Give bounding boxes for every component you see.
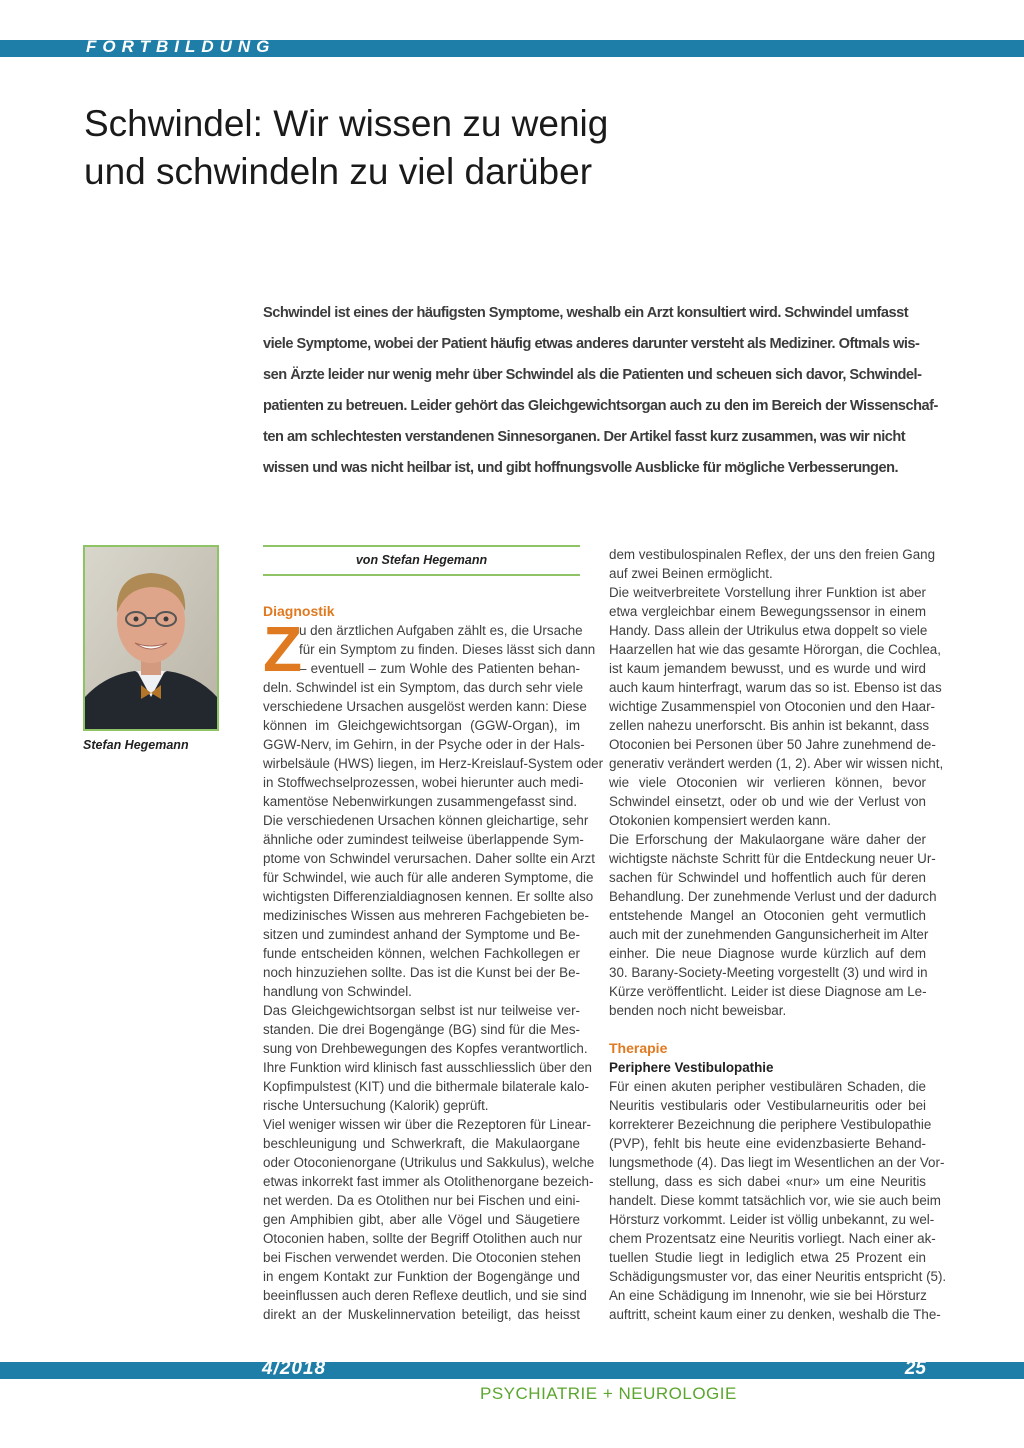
body-line: Schädigungsmuster vor, das einer Neuritis entspricht (5). (609, 1269, 947, 1284)
title-line-1: Schwindel: Wir wissen zu wenig (84, 103, 609, 144)
section-heading-therapie: Therapie (609, 1040, 668, 1056)
body-line: Für einen akuten peripher vestibulären Schaden, die (609, 1079, 926, 1094)
body-line: auftritt, scheint kaum einer zu denken, weshalb die The- (609, 1307, 941, 1322)
body-line: Otoconien bei Personen über 50 Jahre zunehmend de- (609, 737, 936, 752)
body-line: Die weitverbreitete Vorstellung ihrer Funktion ist aber (609, 585, 926, 600)
body-line: Handy. Dass allein der Utrikulus etwa doppelt so viele (609, 623, 928, 638)
page-number: 25 (904, 1358, 926, 1379)
body-line: sung von Drehbewegungen des Kopfes verantwortlich. (263, 1041, 588, 1056)
body-line: generativ verändert werden (1, 2). Aber wir wissen nicht, (609, 756, 944, 771)
body-line: Otokonien kompensiert werden kann. (609, 813, 831, 828)
body-line: können im Gleichgewichtsorgan (GGW-Organ), im (263, 718, 580, 733)
body-line: Viel weniger wissen wir über die Rezeptoren für Linear- (263, 1117, 591, 1132)
body-line: ist kaum jemandem bewusst, und es wurde und wird (609, 661, 926, 676)
author-portrait-image (85, 547, 217, 729)
byline-box (263, 545, 580, 576)
body-line: – eventuell – zum Wohle des Patienten behan- (299, 661, 580, 676)
body-line: medizinisches Wissen aus mehreren Fachgebieten be- (263, 908, 589, 923)
body-line: in engem Kontakt zur Funktion der Bogengänge und (263, 1269, 580, 1284)
body-line: Kopfimpulstest (KIT) und die bithermale bilaterale kalo- (263, 1079, 589, 1094)
body-line: sitzen und zumindest anhand der Symptome und Be- (263, 927, 580, 942)
body-line: An eine Schädigung im Innenohr, wie sie bei Hörsturz (609, 1288, 927, 1303)
text-column-2 (609, 545, 947, 1324)
footer-bar (0, 1362, 1024, 1379)
body-line: Die verschiedenen Ursachen können gleichartige, sehr (263, 813, 589, 828)
subheading-periphere-vestibulopathie: Periphere Vestibulopathie (609, 1060, 774, 1075)
body-line: u den ärztlichen Aufgaben zählt es, die Ursache (299, 623, 583, 638)
article-lead (263, 298, 938, 484)
body-line: Das Gleichgewichtsorgan selbst ist nur teilweise ver- (263, 1003, 580, 1018)
body-line: stellung, dass es sich dabei «nur» um eine Neuritis (609, 1174, 926, 1189)
body-line: bei Fischen verwendet werden. Die Otoconien stehen (263, 1250, 581, 1265)
body-line: wichtigsten Differenzialdiagnosen kennen. Er sollte also (263, 889, 594, 904)
article-title (84, 100, 784, 196)
section-label: FORTBILDUNG (86, 37, 276, 56)
body-line: funde entscheiden können, welchen Fachkollegen er (263, 946, 580, 961)
section-heading-diagnostik: Diagnostik (263, 603, 335, 619)
body-line: 30. Barany-Society-Meeting vorgestellt (3) und wird in (609, 965, 928, 980)
body-line: net werden. Da es Otolithen nur bei Fischen und eini- (263, 1193, 580, 1208)
body-line: Schwindel einsetzt, oder ob und wie der Verlust von (609, 794, 926, 809)
body-line: deln. Schwindel ist ein Symptom, das durch sehr viele (263, 680, 584, 695)
lead-line: patienten zu betreuen. Leider gehört das Gleichgewichtsorgan auch zu den im Bereich der Wissenschaf- (263, 398, 938, 414)
lead-line: sen Ärzte leider nur wenig mehr über Schwindel als die Patienten und scheuen sich davor, Schwindel- (263, 367, 922, 383)
journal-name: PSYCHIATRIE + NEUROLOGIE (480, 1384, 737, 1403)
body-line: oder Otoconienorgane (Utrikulus und Sakkulus), welche (263, 1155, 595, 1170)
body-line: direkt an der Muskelinnervation beteiligt, das heisst (263, 1307, 580, 1322)
body-line: wichtigste nächste Schritt für die Entdeckung neuer Ur- (609, 851, 936, 866)
lead-line: wissen und was nicht heilbar ist, und gibt hoffnungsvolle Ausblicke für mögliche Verbesserungen. (263, 460, 899, 476)
body-line: auch mit der zunehmenden Gangunsicherheit im Alter (609, 927, 929, 942)
body-line: sachen für Schwindel und hoffentlich auch für deren (609, 870, 926, 885)
drop-cap: Z (263, 613, 303, 685)
body-line: Ihre Funktion wird klinisch fast ausschliesslich über den (263, 1060, 592, 1075)
body-line: einher. Die neue Diagnose wurde kürzlich auf dem (609, 946, 926, 961)
body-line: Hörsturz vorkommt. Leider ist völlig unbekannt, zu wel- (609, 1212, 935, 1227)
body-line: für ein Symptom zu finden. Dieses lässt sich dann (299, 642, 596, 657)
photo-caption: Stefan Hegemann (83, 738, 189, 752)
lead-line: viele Symptome, wobei der Patient häufig etwas anderes darunter versteht als Mediziner. Oftmals wis- (263, 336, 920, 352)
body-line: noch hinzuziehen sollte. Das ist die Kunst bei der Be- (263, 965, 580, 980)
body-line: entstehende Mangel an Otoconien geht vermutlich (609, 908, 926, 923)
body-line: etwas inkorrekt fast immer als Otolithenorgane bezeich- (263, 1174, 594, 1189)
body-line: ähnliche oder zumindest teilweise überlappende Sym- (263, 832, 584, 847)
body-line: Die Erforschung der Makulaorgane wäre daher der (609, 832, 926, 847)
body-line: handelt. Diese kommt tatsächlich vor, wie sie auch beim (609, 1193, 941, 1208)
issue-number: 4/2018 (262, 1358, 327, 1379)
body-line: wirbelsäule (HWS) liegen, im Herz-Kreislauf-System oder (263, 756, 604, 771)
body-line: lungsmethode (4). Das liegt im Wesentlichen an der Vor- (609, 1155, 945, 1170)
body-line: chem Prozentsatz eine Neuritis vorliegt. Nach einer ak- (609, 1231, 936, 1246)
body-line: korrekterer Bezeichnung die periphere Vestibulopathie (609, 1117, 932, 1132)
title-line-2: und schwindeln zu viel darüber (84, 151, 593, 192)
body-line: auch kaum hinterfragt, warum das so ist. Ebenso ist das (609, 680, 942, 695)
body-line: rische Untersuchung (Kalorik) geprüft. (263, 1098, 489, 1113)
body-line: auf zwei Beinen ermöglicht. (609, 566, 773, 581)
body-line: benden noch nicht beweisbar. (609, 1003, 787, 1018)
spacer (609, 1020, 926, 1039)
body-line: zellen nahezu unerforscht. Bis anhin ist bekannt, dass (609, 718, 930, 733)
lead-line: ten am schlechtesten verstandenen Sinnesorganen. Der Artikel fasst kurz zusammen, was wir nicht (263, 429, 906, 445)
body-line: in Stoffwechselprozessen, wobei hierunter auch medi- (263, 775, 584, 790)
body-line: beeinflussen auch deren Reflexe deutlich, und sie sind (263, 1288, 587, 1303)
body-line: gen Amphibien gibt, aber alle Vögel und Säugetiere (263, 1212, 580, 1227)
body-line: ptome von Schwindel verursachen. Daher sollte ein Arzt (263, 851, 595, 866)
body-line: (PVP), fehlt bis heute eine evidenzbasierte Behand- (609, 1136, 926, 1151)
lead-line: Schwindel ist eines der häufigsten Symptome, weshalb ein Arzt konsultiert wird. Schwindel umfasst (263, 305, 909, 321)
body-line: Behandlung. Der zunehmende Verlust und der dadurch (609, 889, 937, 904)
text-column-1 (263, 602, 604, 1324)
body-line: kamentöse Nebenwirkungen zusammengefasst sind. (263, 794, 578, 809)
body-line: handlung von Schwindel. (263, 984, 412, 999)
author-photo (83, 545, 219, 731)
body-line: dem vestibulospinalen Reflex, der uns den freien Gang (609, 547, 936, 562)
body-line: beschleunigung und Schwerkraft, die Makulaorgane (263, 1136, 580, 1151)
body-line: für Schwindel, wie auch für alle anderen Symptome, die (263, 870, 594, 885)
byline: von Stefan Hegemann (355, 553, 488, 567)
body-line: standen. Die drei Bogengänge (BG) sind für die Mes- (263, 1022, 580, 1037)
body-line: Haarzellen hat wie das gesamte Hörorgan, die Cochlea, (609, 642, 941, 657)
body-line: GGW-Nerv, im Gehirn, in der Psyche oder in der Hals- (263, 737, 585, 752)
body-line: Kürze veröffentlicht. Leider ist diese Diagnose am Le- (609, 984, 927, 999)
body-line: wichtige Zusammenspiel von Otoconien und den Haar- (609, 699, 936, 714)
body-line: verschiedene Ursachen ausgelöst werden kann: Diese (263, 699, 587, 714)
body-line: tuellen Studie liegt in lediglich etwa 25 Prozent ein (609, 1250, 926, 1265)
body-line: etwa vergleichbar einem Bewegungssensor in einem (609, 604, 926, 619)
body-line: wie viele Otoconien wir verlieren können, bevor (609, 775, 926, 790)
body-line: Neuritis vestibularis oder Vestibularneuritis oder bei (609, 1098, 926, 1113)
body-line: Otoconien haben, sollte der Begriff Otolithen auch nur (263, 1231, 583, 1246)
